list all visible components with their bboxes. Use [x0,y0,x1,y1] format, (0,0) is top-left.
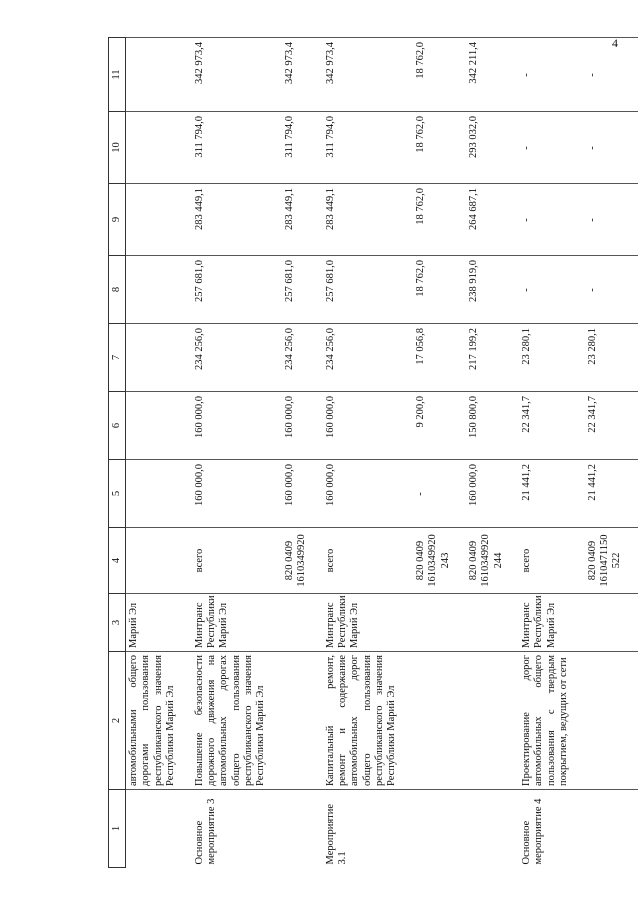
amount-cell: 257 681,0 [323,256,413,324]
amount-cell: 257 681,0 [282,256,323,324]
amount-cell: - [413,460,466,528]
amount-cell: 283 449,1 [282,184,323,256]
amount-cell: 18 762,0 [413,184,466,256]
col-header: 6 [109,392,126,460]
event-name-cell: Проектирование дорог автомобильных общего пользования с твердым покрытием, ведущих от сети [519,652,585,790]
executor-cell [282,594,323,652]
amount-cell: 21 441,2 [519,460,585,528]
event-name-cell [413,652,466,790]
amount-cell: 160 000,0 [466,460,519,528]
col-header: 3 [109,594,126,652]
executor-cell [466,594,519,652]
amount-cell: 311 794,0 [323,112,413,184]
event-number-cell [282,790,323,868]
amount-cell [126,324,192,392]
event-number-cell: Основное мероприятие 4 [519,790,585,868]
page-number: 4 [612,36,618,50]
executor-cell [413,594,466,652]
event-number-cell: Основное мероприятие 3 [192,790,282,868]
event-name-cell [466,652,519,790]
amount-cell: 217 199,2 [466,324,519,392]
col-header: 11 [109,38,126,112]
budget-code-cell [126,528,192,594]
table-row [413,38,466,868]
amount-cell: 311 794,0 [282,112,323,184]
event-number-cell [585,790,638,868]
event-name-cell: Повышение безопасности дорожного движения на автомобильных дорогах общего пользования республиканского значения Республики Марий Эл [192,652,282,790]
amount-cell: - [585,38,638,112]
amount-cell: 342 973,4 [282,38,323,112]
amount-cell: 293 032,0 [466,112,519,184]
col-header: 8 [109,256,126,324]
budget-code-cell: 820 0409 1610349920 243 [413,528,466,594]
executor-cell [585,594,638,652]
amount-cell: 264 687,1 [466,184,519,256]
event-number-cell [413,790,466,868]
amount-cell: 234 256,0 [282,324,323,392]
budget-code-cell: 820 0409 1610349920 244 [466,528,519,594]
budget-code-cell: 820 0409 1610349920 [282,528,323,594]
amount-cell: 283 449,1 [323,184,413,256]
executor-cell: Минтранс Республики Марий Эл [192,594,282,652]
col-header: 1 [109,790,126,868]
budget-code-cell: всего [519,528,585,594]
executor-cell: Марий Эл [126,594,192,652]
budget-code-cell: всего [323,528,413,594]
amount-cell: 234 256,0 [192,324,282,392]
rotated-table-container [108,38,623,868]
amount-cell [126,392,192,460]
event-number-cell: Мероприятие 3.1 [323,790,413,868]
amount-cell: - [585,112,638,184]
amount-cell: - [519,112,585,184]
amount-cell: 311 794,0 [192,112,282,184]
budget-code-cell: всего [192,528,282,594]
table-row [192,38,282,868]
amount-cell: 342 973,4 [192,38,282,112]
col-header: 5 [109,460,126,528]
amount-cell: 22 341,7 [585,392,638,460]
amount-cell: 17 056,8 [413,324,466,392]
amount-cell: 257 681,0 [192,256,282,324]
amount-cell: 160 000,0 [192,392,282,460]
event-name-cell [585,652,638,790]
col-header: 10 [109,112,126,184]
amount-cell: - [585,184,638,256]
event-number-cell [466,790,519,868]
amount-cell: 342 973,4 [323,38,413,112]
amount-cell: 23 280,1 [519,324,585,392]
col-header: 7 [109,324,126,392]
event-number-cell [126,790,192,868]
amount-cell: 160 000,0 [323,392,413,460]
col-header: 4 [109,528,126,594]
amount-cell: - [585,256,638,324]
amount-cell [126,256,192,324]
event-name-cell: Капитальный ремонт, ремонт и содержание автомобильных дорог общего пользования республиканского значения Республики Марий Эл [323,652,413,790]
amount-cell [126,112,192,184]
executor-cell: Минтранс Республики Марий Эл [323,594,413,652]
amount-cell: - [519,184,585,256]
amount-cell: 150 800,0 [466,392,519,460]
amount-cell [126,184,192,256]
amount-cell: 238 919,0 [466,256,519,324]
amount-cell: 23 280,1 [585,324,638,392]
header-row [109,38,126,868]
amount-cell: 18 762,0 [413,38,466,112]
table-row [466,38,519,868]
table-row [519,38,585,868]
amount-cell: 283 449,1 [192,184,282,256]
amount-cell: 9 200,0 [413,392,466,460]
amount-cell: 234 256,0 [323,324,413,392]
table-row [282,38,323,868]
table-row [323,38,413,868]
amount-cell: 21 441,2 [585,460,638,528]
amount-cell: 160 000,0 [282,392,323,460]
amount-cell: 342 211,4 [466,38,519,112]
amount-cell: 160 000,0 [323,460,413,528]
col-header: 9 [109,184,126,256]
amount-cell: 160 000,0 [282,460,323,528]
amount-cell [126,460,192,528]
amount-cell: 160 000,0 [192,460,282,528]
executor-cell: Минтранс Республики Марий Эл [519,594,585,652]
col-header: 2 [109,652,126,790]
amount-cell: - [519,38,585,112]
table-row [126,38,192,868]
budget-code-cell: 820 0409 1610471150 522 [585,528,638,594]
budget-table [108,37,638,868]
amount-cell: 18 762,0 [413,256,466,324]
table-row [585,38,638,868]
event-name-cell: автомобильными общего дорогами пользования республиканского значения Республики Марий Эл [126,652,192,790]
amount-cell [126,38,192,112]
amount-cell: 22 341,7 [519,392,585,460]
amount-cell: 18 762,0 [413,112,466,184]
amount-cell: - [519,256,585,324]
event-name-cell [282,652,323,790]
